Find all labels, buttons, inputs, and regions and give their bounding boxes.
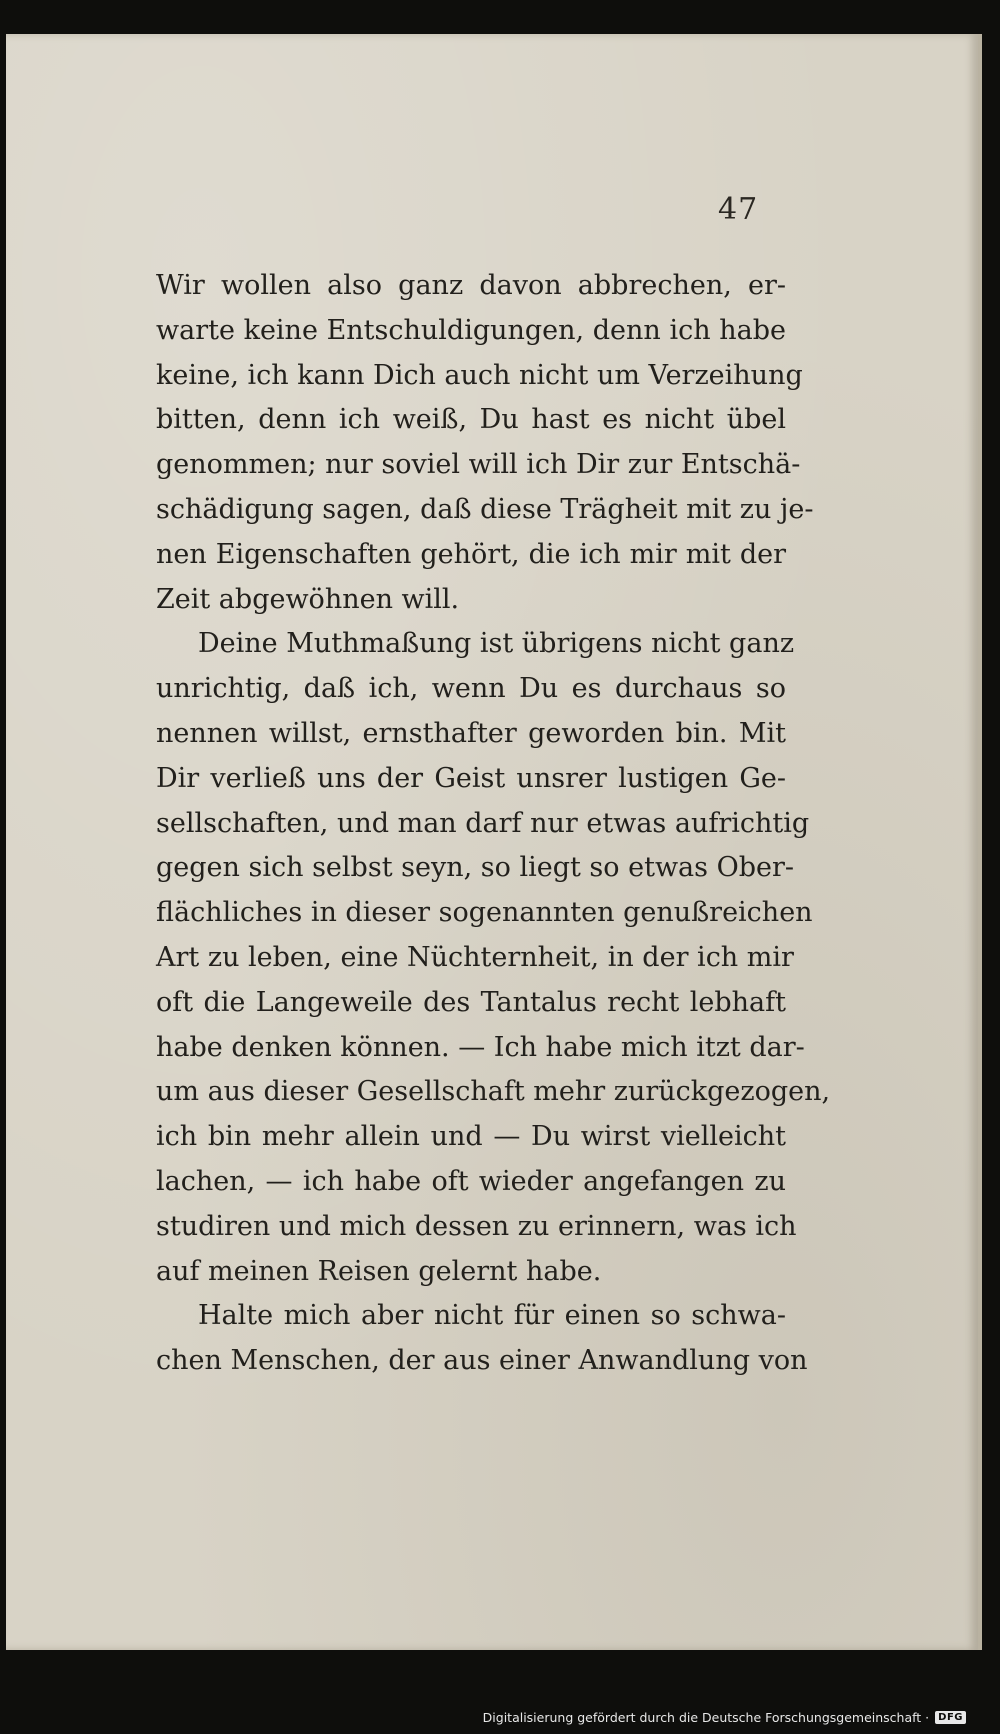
text-line: bitten, denn ich weiß, Du hast es nicht übel	[156, 404, 786, 436]
text-line: keine, ich kann Dich auch nicht um Verzeihung	[156, 359, 803, 391]
dfg-logo-icon: DFG	[935, 1711, 966, 1724]
text-line: nennen willst, ernsthafter geworden bin. Mit	[156, 717, 786, 749]
text-line: gegen sich selbst seyn, so liegt so etwas Ober-	[156, 852, 795, 884]
text-line: lachen, — ich habe oft wieder angefangen zu	[156, 1165, 786, 1197]
text-line: Halte mich aber nicht für einen so schwa-	[198, 1300, 786, 1332]
digitization-credit	[483, 1706, 966, 1728]
text-line: schädigung sagen, daß diese Trägheit mit zu je-	[156, 493, 814, 525]
text-line: Deine Muthmaßung ist übrigens nicht ganz	[198, 628, 795, 660]
book-page	[6, 34, 982, 1650]
text-line: Art zu leben, eine Nüchternheit, in der ich mir	[156, 941, 794, 973]
text-line: auf meinen Reisen gelernt habe.	[156, 1255, 602, 1287]
text-line: ich bin mehr allein und — Du wirst vielleicht	[156, 1121, 786, 1153]
text-line: habe denken können. — Ich habe mich itzt dar-	[156, 1031, 805, 1063]
text-line: Wir wollen also ganz davon abbrechen, er-	[156, 270, 786, 301]
text-line: um aus dieser Gesellschaft mehr zurückgezogen,	[156, 1076, 831, 1108]
text-line: Dir verließ uns der Geist unsrer lustigen Ge-	[156, 762, 786, 794]
credit-text: Digitalisierung gefördert durch die Deutsche Forschungsgemeinschaft ·	[482, 1709, 930, 1725]
text-line: studiren und mich dessen zu erinnern, was ich	[156, 1210, 797, 1242]
text-line: warte keine Entschuldigungen, denn ich habe	[156, 314, 786, 346]
text-line: Zeit abgewöhnen will.	[156, 583, 460, 615]
text-line: chen Menschen, der aus einer Anwandlung von	[156, 1345, 808, 1377]
text-line: nen Eigenschaften gehört, die ich mir mit der	[156, 538, 786, 570]
body-text	[156, 264, 831, 1384]
page-number: 47	[718, 192, 759, 227]
text-line: flächliches in dieser sogenannten genußreichen	[156, 897, 813, 929]
text-line: sellschaften, und man darf nur etwas aufrichtig	[156, 807, 810, 839]
text-line: unrichtig, daß ich, wenn Du es durchaus so	[156, 673, 786, 705]
text-line: genommen; nur soviel will ich Dir zur Entschä-	[156, 449, 801, 481]
text-line: oft die Langeweile des Tantalus recht lebhaft	[156, 986, 786, 1018]
